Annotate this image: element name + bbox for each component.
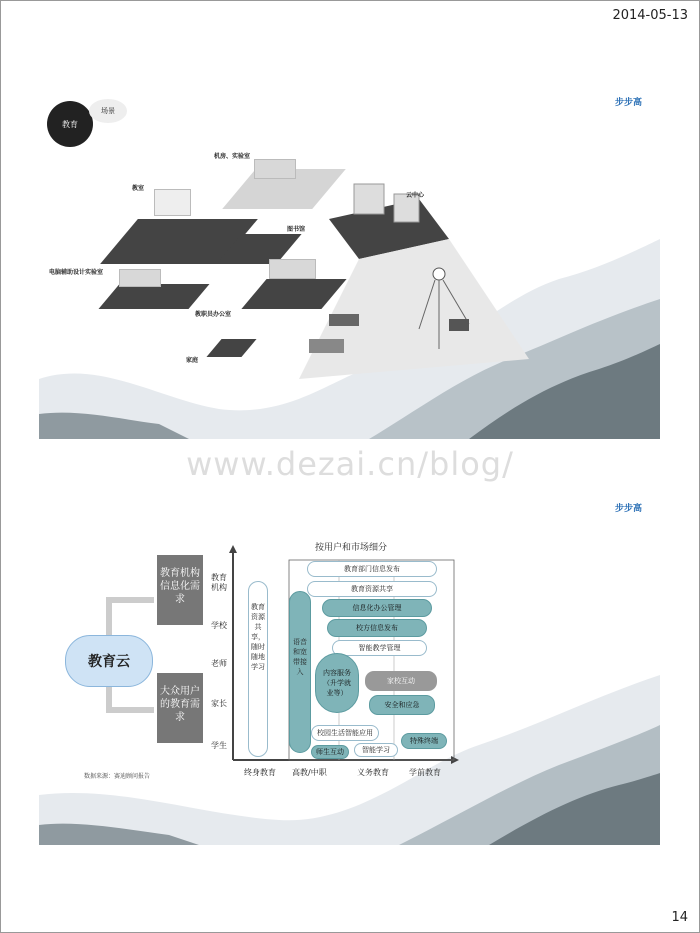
x-label-preschool: 学前教育 <box>409 768 441 777</box>
watermark-text: www.dezai.cn/blog/ <box>186 445 514 483</box>
brand-logo: 步步高 <box>614 98 642 108</box>
y-label-school: 学校 <box>211 621 227 630</box>
label-classroom: 教室 <box>132 185 145 192</box>
cloud-center-platform <box>299 179 529 379</box>
x-label-higher: 高教/中职 <box>292 768 327 777</box>
pill-smart-learning: 智能学习 <box>354 743 398 757</box>
pill-school-info: 校方信息发布 <box>327 619 427 637</box>
y-label-parent: 家长 <box>211 699 227 708</box>
pill-home-school: 家校互动 <box>365 671 437 691</box>
y-label-student: 学生 <box>211 741 227 750</box>
pill-content-services: 内容服务（升学就业等） <box>315 653 359 713</box>
box-institution-needs: 教育机构信息化需求 <box>157 555 203 625</box>
print-date: 2014-05-13 <box>612 8 688 23</box>
pill-teacher-student: 师生互动 <box>311 745 349 759</box>
label-lab: 机房、实验室 <box>214 153 251 160</box>
label-cloud-center: 云中心 <box>406 192 425 199</box>
x-label-compulsory: 义务教育 <box>357 768 389 777</box>
library-shelves <box>269 259 316 279</box>
vertical-resource-sharing: 教育资源共享，随时随地学习 <box>248 581 268 757</box>
pill-campus-life: 校园生活智能应用 <box>311 725 379 741</box>
topic-tag: 场景 <box>89 99 127 123</box>
label-library: 图书馆 <box>287 226 306 233</box>
data-source: 数据来源：赛迪顾问报告 <box>84 773 151 780</box>
y-label-institution: 教育机构 <box>211 573 227 592</box>
brand-logo: 步步高 <box>614 504 642 514</box>
label-staff-office: 教职员办公室 <box>195 311 232 318</box>
pill-safety: 安全和应急 <box>369 695 435 715</box>
pill-resource-sharing: 教育资源共享 <box>307 581 437 597</box>
vertical-voice-broadband: 语音和宽带接入 <box>289 591 311 753</box>
y-label-teacher: 老师 <box>211 659 227 668</box>
label-home: 家庭 <box>186 357 199 364</box>
x-label-lifelong: 终身教育 <box>244 768 276 777</box>
slide-market-segmentation <box>39 495 660 845</box>
slide-education-scenarios <box>39 89 660 439</box>
pill-teaching-management: 智能教学管理 <box>332 640 427 656</box>
pill-dept-info: 教育部门信息发布 <box>307 561 437 577</box>
label-cad-lab: 电脑辅助设计实验室 <box>49 269 104 276</box>
pill-office-management: 信息化办公管理 <box>322 599 432 617</box>
lab-equipment <box>254 159 296 179</box>
cad-desks <box>119 269 161 287</box>
page-number: 14 <box>671 910 688 925</box>
pill-special-terminal: 特殊终端 <box>401 733 447 749</box>
box-public-needs: 大众用户的教育需求 <box>157 673 203 743</box>
topic-circle: 教育 <box>47 101 93 147</box>
classroom-board <box>154 189 191 216</box>
chart-title: 按用户和市场细分 <box>315 543 388 553</box>
education-cloud: 教育云 <box>65 635 153 687</box>
